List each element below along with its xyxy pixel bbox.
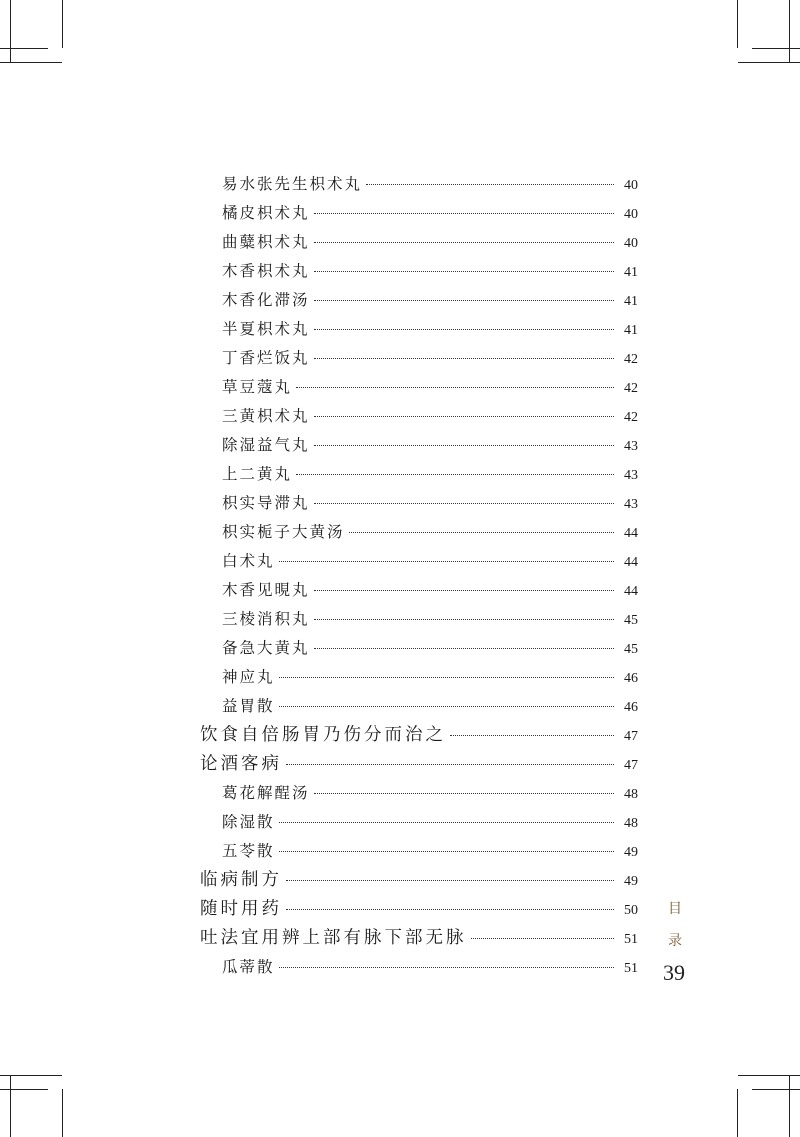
dot-leader bbox=[349, 532, 614, 533]
toc-entry[interactable] bbox=[222, 518, 638, 547]
toc-entry-page: 41 bbox=[624, 323, 638, 338]
toc-entry-page: 47 bbox=[624, 758, 638, 773]
toc-entry-page: 42 bbox=[624, 352, 638, 367]
toc-entry[interactable] bbox=[222, 373, 638, 402]
toc-entry[interactable] bbox=[222, 402, 638, 431]
toc-entry-title: 论酒客病 bbox=[200, 754, 282, 774]
toc-entry-page: 41 bbox=[624, 294, 638, 309]
page-number: 39 bbox=[663, 960, 685, 985]
toc-entry-page: 45 bbox=[624, 642, 638, 657]
dot-leader bbox=[366, 184, 614, 185]
dot-leader bbox=[314, 358, 614, 359]
toc-entry[interactable] bbox=[200, 750, 638, 779]
dot-leader bbox=[279, 851, 614, 852]
toc-entry-page: 43 bbox=[624, 468, 638, 483]
toc-entry-title: 曲糵枳术丸 bbox=[222, 233, 310, 251]
toc-entry-title: 神应丸 bbox=[222, 668, 275, 686]
toc-entry-title: 备急大黄丸 bbox=[222, 639, 310, 657]
toc-entry[interactable] bbox=[222, 634, 638, 663]
dot-leader bbox=[314, 271, 614, 272]
dot-leader bbox=[450, 735, 614, 736]
toc-entry-title: 三黄枳术丸 bbox=[222, 407, 310, 425]
toc-entry-page: 42 bbox=[624, 410, 638, 425]
toc-entry[interactable] bbox=[222, 170, 638, 199]
section-label-char-1: 目 bbox=[668, 901, 682, 917]
toc-entry[interactable] bbox=[222, 199, 638, 228]
toc-entry-page: 49 bbox=[624, 874, 638, 889]
dot-leader bbox=[279, 822, 614, 823]
dot-leader bbox=[286, 764, 614, 765]
toc-entry-page: 46 bbox=[624, 700, 638, 715]
dot-leader bbox=[314, 329, 614, 330]
toc-entry-title: 益胃散 bbox=[222, 697, 275, 715]
toc-entry[interactable] bbox=[200, 721, 638, 750]
section-label-char-2: 录 bbox=[668, 933, 682, 949]
dot-leader bbox=[314, 648, 614, 649]
toc-entry-title: 木香化滞汤 bbox=[222, 291, 310, 309]
toc-entry-title: 枳实导滞丸 bbox=[222, 494, 310, 512]
dot-leader bbox=[314, 242, 614, 243]
dot-leader bbox=[314, 793, 614, 794]
toc-entry-page: 42 bbox=[624, 381, 638, 396]
dot-leader bbox=[279, 967, 614, 968]
toc-entry-title: 易水张先生枳术丸 bbox=[222, 175, 363, 193]
toc-entry-page: 48 bbox=[624, 787, 638, 802]
dot-leader bbox=[296, 387, 614, 388]
toc-entry[interactable] bbox=[222, 228, 638, 257]
toc-entry-title: 饮食自倍肠胃乃伤分而治之 bbox=[200, 725, 446, 745]
toc-entry[interactable] bbox=[222, 286, 638, 315]
dot-leader bbox=[286, 909, 614, 910]
toc-entry[interactable] bbox=[222, 344, 638, 373]
toc-entry-title: 随时用药 bbox=[200, 899, 282, 919]
toc-entry-page: 51 bbox=[624, 932, 638, 947]
dot-leader bbox=[314, 590, 614, 591]
toc-entry-title: 除湿益气丸 bbox=[222, 436, 310, 454]
toc-entry-page: 51 bbox=[624, 961, 638, 976]
dot-leader bbox=[314, 503, 614, 504]
toc-entry[interactable] bbox=[222, 547, 638, 576]
toc-entry-title: 枳实栀子大黄汤 bbox=[222, 523, 345, 541]
toc-entry-page: 49 bbox=[624, 845, 638, 860]
toc-entry-title: 上二黄丸 bbox=[222, 465, 293, 483]
dot-leader bbox=[314, 300, 614, 301]
dot-leader bbox=[279, 706, 614, 707]
toc-entry-page: 44 bbox=[624, 526, 638, 541]
toc-entry[interactable] bbox=[222, 315, 638, 344]
dot-leader bbox=[314, 416, 614, 417]
toc-entry-page: 40 bbox=[624, 207, 638, 222]
toc-entry-title: 白术丸 bbox=[222, 552, 275, 570]
toc-entry[interactable] bbox=[222, 576, 638, 605]
dot-leader bbox=[314, 445, 614, 446]
toc-entry-page: 45 bbox=[624, 613, 638, 628]
toc-entry[interactable] bbox=[222, 489, 638, 518]
toc-entry-title: 半夏枳术丸 bbox=[222, 320, 310, 338]
toc-entry-title: 瓜蒂散 bbox=[222, 958, 275, 976]
toc-entry[interactable] bbox=[222, 460, 638, 489]
toc-entry-page: 40 bbox=[624, 178, 638, 193]
toc-entry[interactable] bbox=[222, 808, 638, 837]
toc-entry[interactable] bbox=[222, 692, 638, 721]
toc-entry-title: 除湿散 bbox=[222, 813, 275, 831]
toc-entry[interactable] bbox=[200, 866, 638, 895]
toc-entry-title: 丁香烂饭丸 bbox=[222, 349, 310, 367]
toc-entry[interactable] bbox=[222, 953, 638, 982]
toc-entry-page: 43 bbox=[624, 497, 638, 512]
toc-entry-title: 三棱消积丸 bbox=[222, 610, 310, 628]
toc-entry-title: 木香见晛丸 bbox=[222, 581, 310, 599]
toc-entry-page: 47 bbox=[624, 729, 638, 744]
toc-entry-page: 40 bbox=[624, 236, 638, 251]
dot-leader bbox=[279, 561, 614, 562]
toc-entry[interactable] bbox=[222, 663, 638, 692]
toc-entry-title: 橘皮枳术丸 bbox=[222, 204, 310, 222]
toc-entry[interactable] bbox=[222, 779, 638, 808]
dot-leader bbox=[279, 677, 614, 678]
toc-entry-title: 临病制方 bbox=[200, 870, 282, 890]
toc-entry-title: 木香枳术丸 bbox=[222, 262, 310, 280]
toc-entry[interactable] bbox=[222, 257, 638, 286]
toc-entry-page: 43 bbox=[624, 439, 638, 454]
dot-leader bbox=[471, 938, 615, 939]
dot-leader bbox=[286, 880, 614, 881]
toc-entry-title: 五苓散 bbox=[222, 842, 275, 860]
toc-entry-page: 41 bbox=[624, 265, 638, 280]
dot-leader bbox=[296, 474, 614, 475]
toc-entry-title: 葛花解酲汤 bbox=[222, 784, 310, 802]
dot-leader bbox=[314, 619, 614, 620]
toc-entry-page: 48 bbox=[624, 816, 638, 831]
toc-entry-title: 吐法宜用辨上部有脉下部无脉 bbox=[200, 928, 467, 948]
toc-entry[interactable] bbox=[222, 605, 638, 634]
toc-entry[interactable] bbox=[200, 895, 638, 924]
toc-entry[interactable] bbox=[222, 431, 638, 460]
toc-entry-page: 46 bbox=[624, 671, 638, 686]
toc-entry[interactable] bbox=[222, 837, 638, 866]
dot-leader bbox=[314, 213, 614, 214]
toc-entry-page: 44 bbox=[624, 584, 638, 599]
toc-entry[interactable] bbox=[200, 924, 638, 953]
toc-entry-title: 草豆蔻丸 bbox=[222, 378, 293, 396]
toc-entry-page: 44 bbox=[624, 555, 638, 570]
toc-entry-page: 50 bbox=[624, 903, 638, 918]
